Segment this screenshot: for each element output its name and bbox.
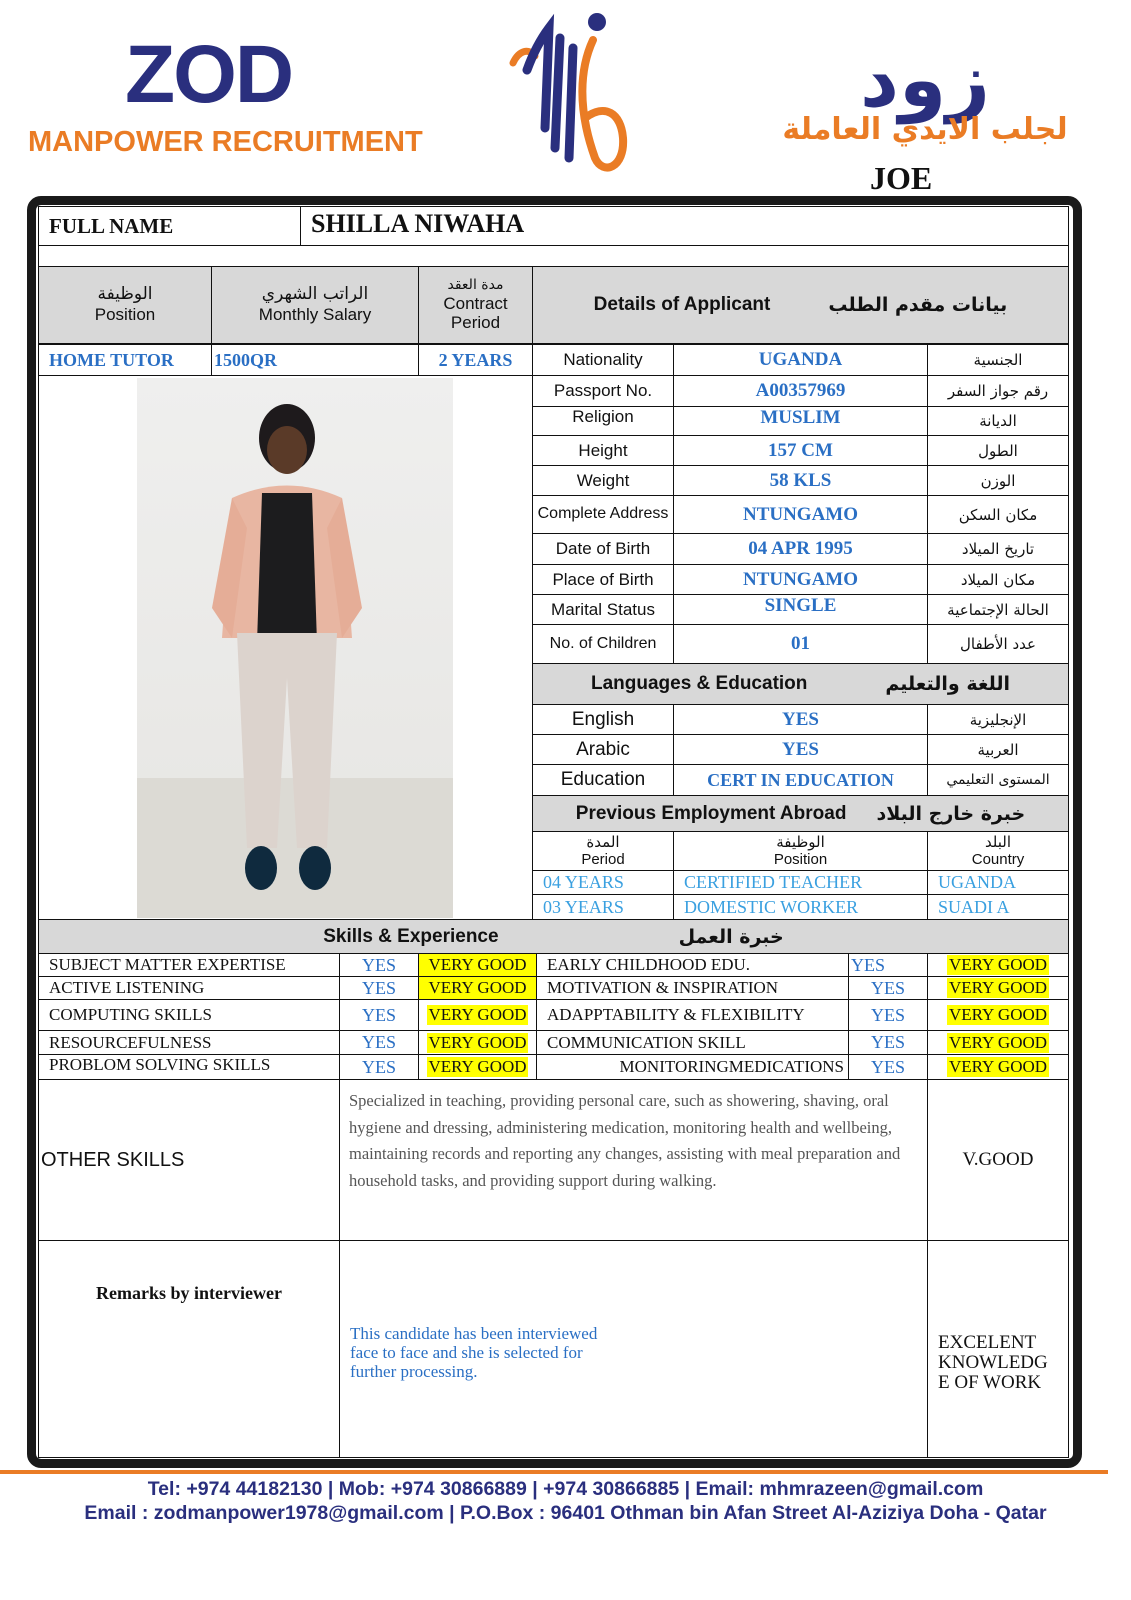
skill-name: COMPUTING SKILLS [38, 999, 340, 1031]
contract-value: 2 YEARS [418, 344, 533, 376]
skill-rating-cell [418, 1054, 537, 1080]
skill-name: COMMUNICATION SKILL [536, 1030, 849, 1055]
skill-name: EARLY CHILDHOOD EDU. [536, 953, 849, 977]
employment-header: Previous Employment Abroad خبرة خارج البلاد [532, 795, 1069, 832]
detail-label-arabic: تاريخ الميلاد [927, 533, 1069, 565]
skill-rating-cell [927, 999, 1069, 1031]
employment-period: 04 YEARS [532, 870, 674, 895]
language-label: Arabic [532, 734, 674, 765]
salary-header: الراتب الشهري Monthly Salary [211, 266, 419, 344]
detail-value: NTUNGAMO [673, 564, 928, 595]
position-header: الوظيفة Position [38, 266, 212, 344]
detail-label: Marital Status [532, 594, 674, 625]
other-skills-rating: V.GOOD [927, 1079, 1069, 1241]
languages-header: Languages & Education اللغة والتعليم [532, 663, 1069, 705]
skill-name: MONITORINGMEDICATIONS [536, 1054, 849, 1080]
skill-rating: VERY GOOD [948, 978, 1048, 997]
skill-rating-cell [927, 1054, 1069, 1080]
brand-logo-text: ZOD [125, 29, 293, 120]
skill-rating: VERY GOOD [418, 976, 537, 1000]
footer-divider [0, 1470, 1108, 1474]
skill-rating-cell [418, 999, 537, 1031]
employment-period: 03 YEARS [532, 894, 674, 920]
detail-label-arabic: مكان السكن [927, 495, 1069, 534]
footer-contact-line-1: Tel: +974 44182130 | Mob: +974 30866889 | +974 30866885 | Email: mhmrazeen@gmail.com [147, 1478, 984, 1500]
footer-contact-line-2: Email : zodmanpower1978@gmail.com | P.O.Box : 96401 Othman bin Afan Street Al-Aziziya Doha - Qatar [84, 1502, 1047, 1524]
skill-yes: YES [339, 1030, 419, 1055]
contract-header: مدة العقد Contract Period [418, 266, 533, 344]
skill-name: MOTIVATION & INSPIRATION [536, 976, 849, 1000]
detail-label: Religion [532, 406, 674, 436]
education-value: CERT IN EDUCATION [673, 764, 928, 796]
detail-label-arabic: رقم جواز السفر [927, 375, 1069, 407]
skill-name: SUBJECT MATTER EXPERTISE [38, 953, 340, 977]
detail-label: Height [532, 435, 674, 466]
company-logo-icon [505, 8, 640, 178]
office-code: JOE [870, 160, 933, 196]
skill-rating: VERY GOOD [948, 955, 1048, 974]
detail-value: 04 APR 1995 [673, 533, 928, 565]
skill-rating-cell [927, 1030, 1069, 1055]
skill-rating-cell [927, 976, 1069, 1000]
detail-label-arabic: الديانة [927, 406, 1069, 436]
detail-value: 157 CM [673, 435, 928, 466]
skill-rating: VERY GOOD [428, 1032, 527, 1052]
applicant-photo [137, 378, 453, 918]
detail-label-arabic: عدد الأطفال [927, 624, 1069, 664]
full-name-value: SHILLA NIWAHA [300, 206, 1069, 246]
details-header: Details of Applicant بيانات مقدم الطلب [532, 266, 1069, 344]
position-value: HOME TUTOR [38, 344, 212, 376]
skill-rating: VERY GOOD [948, 1057, 1048, 1076]
applicant-figure-icon [137, 378, 453, 918]
skill-yes: YES [848, 999, 928, 1031]
detail-label-arabic: مكان الميلاد [927, 564, 1069, 595]
detail-label: Date of Birth [532, 533, 674, 565]
skill-yes: YES [339, 999, 419, 1031]
employment-country: SUADI A [927, 894, 1069, 920]
detail-label-arabic: الجنسية [927, 344, 1069, 376]
detail-label-arabic: الحالة الإجتماعية [927, 594, 1069, 625]
skill-yes: YES [339, 953, 419, 977]
skill-yes: YES [848, 953, 928, 977]
skill-rating: VERY GOOD [948, 1032, 1048, 1052]
language-label: English [532, 704, 674, 735]
full-name-label: FULL NAME [38, 206, 301, 246]
remarks-label: Remarks by interviewer [38, 1240, 340, 1458]
skill-rating: VERY GOOD [428, 1005, 527, 1024]
employment-col-period: المدة Period [532, 831, 674, 871]
other-skills-label: OTHER SKILLS [38, 1079, 340, 1241]
skill-yes: YES [848, 976, 928, 1000]
employment-position: CERTIFIED TEACHER [673, 870, 928, 895]
skill-rating: VERY GOOD [418, 953, 537, 977]
skill-rating: VERY GOOD [948, 1005, 1048, 1024]
skill-name: ADAPPTABILITY & FLEXIBILITY [536, 999, 849, 1031]
detail-value: MUSLIM [673, 406, 928, 436]
detail-label: Passport No. [532, 375, 674, 407]
salary-value: 1500QR [211, 344, 419, 376]
skill-yes: YES [339, 1054, 419, 1080]
skill-name: PROBLOM SOLVING SKILLS [38, 1054, 340, 1080]
employment-country: UGANDA [927, 870, 1069, 895]
skill-name: RESOURCEFULNESS [38, 1030, 340, 1055]
other-skills-text: Specialized in teaching, providing personal care, such as showering, shaving, oral hygiene and dressing, administering medication, monitoring health and wellbeing, maintaining records and reporting any changes, assisting with meal preparation and household tasks, and providing support during walking. [339, 1079, 928, 1241]
brand-logo-arabic: زود [860, 35, 990, 124]
detail-value: 01 [673, 624, 928, 664]
detail-label-arabic: الطول [927, 435, 1069, 466]
education-label: Education [532, 764, 674, 796]
detail-label: Nationality [532, 344, 674, 376]
detail-value: 58 KLS [673, 465, 928, 496]
employment-col-country: البلد Country [927, 831, 1069, 871]
detail-label: Place of Birth [532, 564, 674, 595]
detail-label: Weight [532, 465, 674, 496]
skill-yes: YES [848, 1054, 928, 1080]
detail-label: No. of Children [532, 624, 674, 664]
detail-value: UGANDA [673, 344, 928, 376]
detail-label: Complete Address [532, 495, 674, 534]
remarks-text: This candidate has been interviewed face to face and she is selected for further processing. [339, 1240, 928, 1458]
skill-rating-cell [418, 1030, 537, 1055]
detail-value: A00357969 [673, 375, 928, 407]
education-label-arabic: المستوى التعليمي [927, 764, 1069, 796]
skills-header: Skills & Experience خبرة العمل [38, 919, 1069, 954]
language-label-arabic: العربية [927, 734, 1069, 765]
detail-label-arabic: الوزن [927, 465, 1069, 496]
skill-yes: YES [848, 1030, 928, 1055]
language-value: YES [673, 734, 928, 765]
employment-col-position: الوظيفة Position [673, 831, 928, 871]
employment-position: DOMESTIC WORKER [673, 894, 928, 920]
language-value: YES [673, 704, 928, 735]
brand-subtitle-arabic: لجلب الايدي العاملة [782, 112, 1068, 147]
language-label-arabic: الإنجليزية [927, 704, 1069, 735]
skill-name: ACTIVE LISTENING [38, 976, 340, 1000]
detail-value: NTUNGAMO [673, 495, 928, 534]
remarks-rating: EXCELENT KNOWLEDG E OF WORK [927, 1240, 1069, 1458]
skill-rating: VERY GOOD [428, 1057, 527, 1076]
detail-value: SINGLE [673, 594, 928, 625]
skill-yes: YES [339, 976, 419, 1000]
skill-rating-cell [927, 953, 1069, 977]
brand-subtitle: MANPOWER RECRUITMENT [28, 126, 423, 158]
spacer-row [38, 245, 1069, 267]
